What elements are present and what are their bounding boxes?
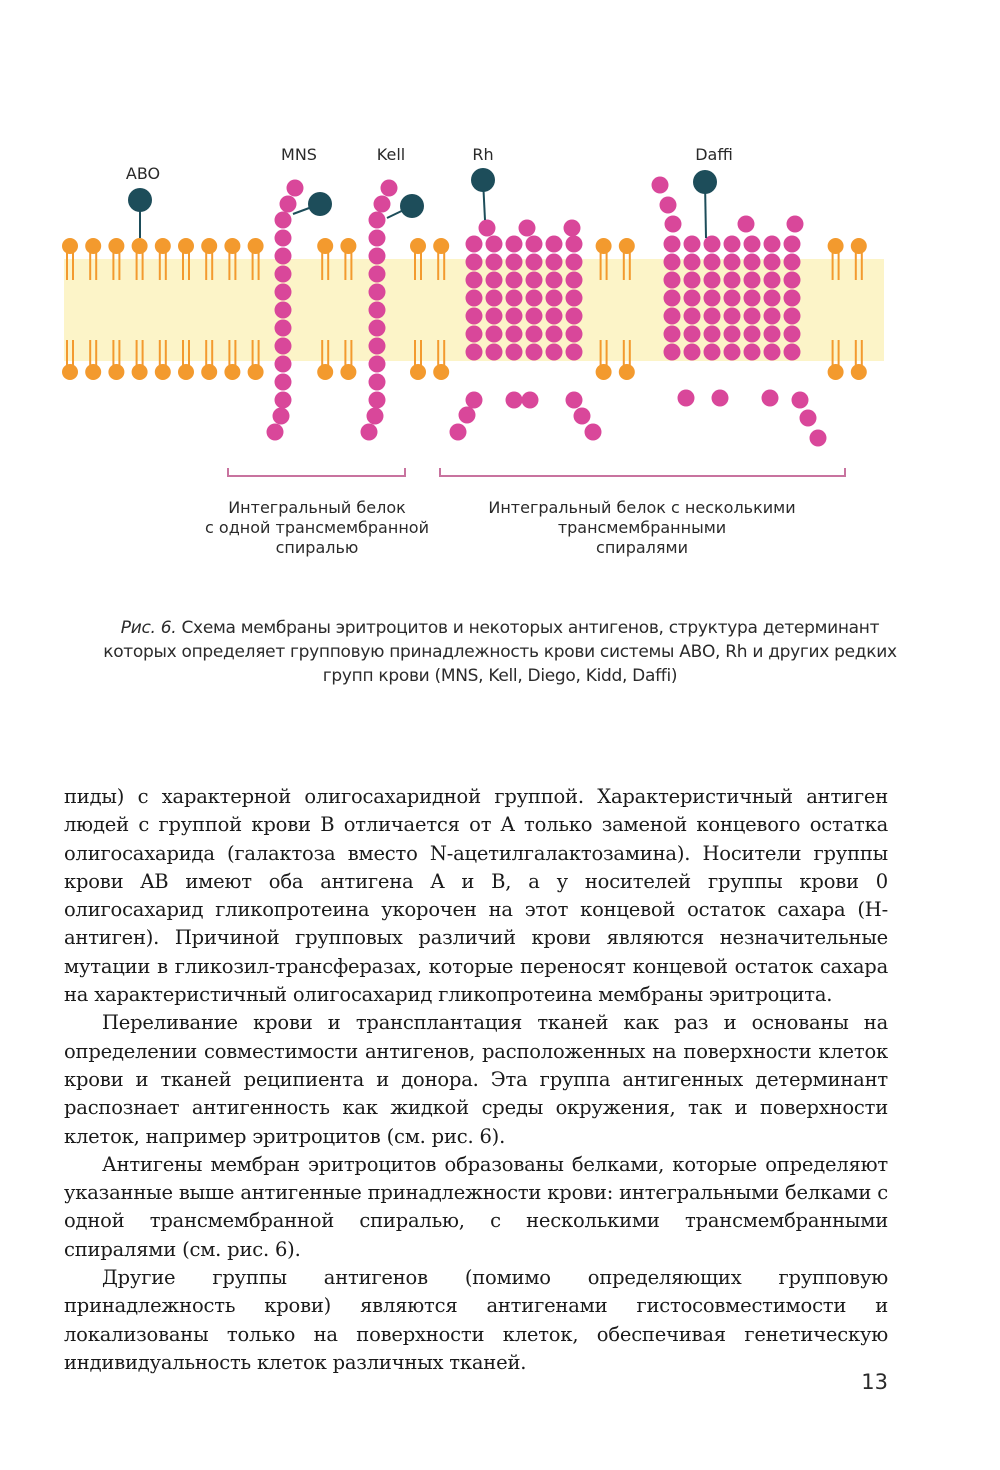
- protein-bead: [762, 390, 779, 407]
- protein-bead: [546, 308, 563, 325]
- lipid-head: [155, 364, 171, 380]
- protein-bead: [275, 266, 292, 283]
- protein-bead: [724, 344, 741, 361]
- protein-bead: [744, 254, 761, 271]
- protein-bead: [704, 326, 721, 343]
- lipid-head: [828, 364, 844, 380]
- protein-bead: [486, 326, 503, 343]
- lipid-head: [410, 238, 426, 254]
- protein-bead: [664, 290, 681, 307]
- lipid-head: [317, 364, 333, 380]
- protein-bead: [546, 272, 563, 289]
- protein-bead: [566, 236, 583, 253]
- lipid-head: [248, 364, 264, 380]
- lipid-head: [201, 238, 217, 254]
- protein-bead: [479, 220, 496, 237]
- antigen-label-mns: MNS: [281, 145, 317, 164]
- protein-bead: [466, 290, 483, 307]
- protein-bead: [486, 290, 503, 307]
- protein-bead: [724, 290, 741, 307]
- protein-bead: [506, 308, 523, 325]
- protein-bead: [704, 308, 721, 325]
- protein-bead: [506, 392, 523, 409]
- lipid-head: [178, 238, 194, 254]
- protein-bead: [744, 272, 761, 289]
- protein-bead: [275, 374, 292, 391]
- protein-bead: [744, 326, 761, 343]
- membrane-figure: [0, 130, 1000, 590]
- figure-caption: [100, 616, 900, 688]
- protein-bead: [486, 236, 503, 253]
- protein-bead: [522, 392, 539, 409]
- protein-bead: [664, 326, 681, 343]
- lipid-head: [317, 238, 333, 254]
- protein-bead: [784, 236, 801, 253]
- protein-bead: [275, 392, 292, 409]
- protein-bead: [784, 344, 801, 361]
- caption-label: Рис. 6.: [120, 618, 177, 638]
- protein-bead: [526, 344, 543, 361]
- protein-bead: [744, 236, 761, 253]
- lipid-head: [596, 238, 612, 254]
- protein-bead: [684, 254, 701, 271]
- protein-bead: [466, 326, 483, 343]
- protein-bead: [369, 212, 386, 229]
- protein-bead: [566, 344, 583, 361]
- lipid-head: [224, 364, 240, 380]
- protein-bead: [684, 326, 701, 343]
- protein-bead: [724, 308, 741, 325]
- protein-bead: [526, 254, 543, 271]
- antigen-label-kell: Kell: [376, 145, 406, 164]
- bracket-label-single-line: с одной трансмембранной: [205, 518, 429, 537]
- protein-bead: [684, 308, 701, 325]
- protein-bead: [566, 254, 583, 271]
- antigen-head: [128, 188, 152, 212]
- antigen-label-daffi: Daffi: [695, 145, 733, 164]
- antigen-head: [471, 168, 495, 192]
- bracket-label-single-line: Интегральный белок: [228, 498, 406, 517]
- lipid-head: [828, 238, 844, 254]
- protein-bead: [506, 326, 523, 343]
- protein-bead: [800, 410, 817, 427]
- protein-bead: [724, 326, 741, 343]
- protein-bead: [787, 216, 804, 233]
- lipid-head: [224, 238, 240, 254]
- lipid-head: [619, 238, 635, 254]
- antigen-label-rh: Rh: [472, 145, 494, 164]
- bracket-line: [440, 468, 845, 476]
- protein-bead: [664, 236, 681, 253]
- lipid-head: [108, 238, 124, 254]
- protein-bead: [704, 344, 721, 361]
- protein-bead: [486, 254, 503, 271]
- protein-bead: [546, 290, 563, 307]
- lipid-head: [433, 364, 449, 380]
- protein-bead: [566, 326, 583, 343]
- protein-bead: [810, 430, 827, 447]
- protein-bead: [792, 392, 809, 409]
- protein-bead: [724, 272, 741, 289]
- protein-bead: [660, 197, 677, 214]
- protein-bead: [369, 302, 386, 319]
- paragraph: Другие группы антигенов (помимо определяющих групповую принадлежность крови) являются антигенами гистосовместимости и локализованы только на поверхности клеток, обеспечивая генетическую индивидуальность клеток различных тканей.: [64, 1266, 888, 1374]
- protein-bead: [361, 424, 378, 441]
- protein-bead: [280, 196, 297, 213]
- lipid-head: [201, 364, 217, 380]
- lipid-head: [85, 238, 101, 254]
- protein-bead: [744, 290, 761, 307]
- protein-bead: [664, 272, 681, 289]
- bracket-label-multi-line: Интегральный белок с несколькими: [488, 498, 796, 517]
- protein-bead: [652, 177, 669, 194]
- protein-bead: [546, 326, 563, 343]
- lipid-head: [132, 364, 148, 380]
- protein-bead: [369, 356, 386, 373]
- protein-bead: [506, 254, 523, 271]
- protein-bead: [486, 344, 503, 361]
- protein-bead: [275, 320, 292, 337]
- bracket-label-multi: [488, 498, 795, 557]
- page-number: 13: [861, 1370, 888, 1394]
- protein-bead: [275, 248, 292, 265]
- antigen-head: [308, 192, 332, 216]
- protein-bead: [664, 308, 681, 325]
- lipid-head: [851, 364, 867, 380]
- protein-bead: [486, 308, 503, 325]
- lipid-head: [62, 364, 78, 380]
- protein-bead: [566, 290, 583, 307]
- bracket-line: [228, 468, 405, 476]
- protein-bead: [506, 236, 523, 253]
- antigen-label-abo: ABO: [125, 164, 161, 183]
- protein-bead: [665, 216, 682, 233]
- protein-bead: [506, 344, 523, 361]
- protein-bead: [450, 424, 467, 441]
- lipid-head: [108, 364, 124, 380]
- protein-bead: [764, 308, 781, 325]
- bracket-label-multi-line: спиралями: [596, 538, 688, 557]
- lipid-head: [132, 238, 148, 254]
- bracket-label-multi-line: трансмембранными: [557, 518, 727, 537]
- protein-bead: [764, 326, 781, 343]
- protein-bead: [486, 272, 503, 289]
- protein-bead: [506, 290, 523, 307]
- lipid-head: [596, 364, 612, 380]
- lipid-head: [155, 238, 171, 254]
- lipid-head: [851, 238, 867, 254]
- lipid-head: [433, 238, 449, 254]
- protein-bead: [566, 308, 583, 325]
- protein-bead: [466, 308, 483, 325]
- lipid-head: [248, 238, 264, 254]
- protein-bead: [273, 408, 290, 425]
- lipid-head: [410, 364, 426, 380]
- protein-bead: [519, 220, 536, 237]
- paragraph: Переливание крови и трансплантация тканей как раз и основаны на определении совместимости антигенов, расположенных на поверхности клеток крови и тканей реципиента и донора. Эта группа антигенных детерминант распознает антигенность как жидкой среды окружения, так и поверхности клеток, например эритроцитов (см. рис. 6).: [64, 1011, 888, 1148]
- protein-bead: [546, 236, 563, 253]
- protein-bead: [369, 320, 386, 337]
- protein-bead: [664, 254, 681, 271]
- protein-bead: [369, 248, 386, 265]
- protein-bead: [764, 290, 781, 307]
- protein-bead: [664, 344, 681, 361]
- protein-bead: [381, 180, 398, 197]
- protein-bead: [267, 424, 284, 441]
- caption-text: Схема мембраны эритроцитов и некоторых антигенов, структура детерминант которых определяет групповую принадлежность крови системы АВО, Rh и других редких групп крови (MNS, Kell, Diego, Kidd, Daffi): [103, 618, 897, 686]
- protein-bead: [585, 424, 602, 441]
- protein-bead: [684, 344, 701, 361]
- protein-bead: [574, 408, 591, 425]
- protein-bead: [784, 290, 801, 307]
- protein-bead: [704, 272, 721, 289]
- paragraph: Антигены мембран эритроцитов образованы белками, которые определяют указанные выше антигенные принадлежности крови: интегральными белками с одной трансмембранной спиралью, с несколькими трансмембранными спиралями (см. рис. 6).: [64, 1152, 888, 1261]
- protein-bead: [784, 308, 801, 325]
- protein-bead: [275, 356, 292, 373]
- protein-bead: [526, 326, 543, 343]
- bracket-label-single-line: спиралью: [275, 538, 359, 557]
- protein-bead: [546, 344, 563, 361]
- protein-bead: [526, 272, 543, 289]
- body-text: [64, 783, 888, 1377]
- membrane-diagram: [0, 130, 1000, 590]
- protein-bead: [369, 374, 386, 391]
- lipid-head: [85, 364, 101, 380]
- protein-bead: [526, 308, 543, 325]
- lipid-head: [340, 238, 356, 254]
- protein-bead: [764, 272, 781, 289]
- protein-bead: [784, 254, 801, 271]
- protein-bead: [724, 254, 741, 271]
- protein-bead: [275, 230, 292, 247]
- protein-bead: [744, 308, 761, 325]
- protein-bead: [704, 254, 721, 271]
- protein-bead: [784, 326, 801, 343]
- protein-bead: [275, 212, 292, 229]
- protein-bead: [712, 390, 729, 407]
- protein-bead: [369, 338, 386, 355]
- lipid-head: [62, 238, 78, 254]
- protein-bead: [684, 272, 701, 289]
- protein-bead: [287, 180, 304, 197]
- protein-bead: [369, 230, 386, 247]
- lipid-head: [619, 364, 635, 380]
- protein-bead: [374, 196, 391, 213]
- lipid-head: [340, 364, 356, 380]
- protein-bead: [466, 254, 483, 271]
- protein-bead: [764, 344, 781, 361]
- lipid-head: [178, 364, 194, 380]
- protein-bead: [744, 344, 761, 361]
- protein-bead: [275, 302, 292, 319]
- protein-bead: [566, 272, 583, 289]
- protein-bead: [369, 284, 386, 301]
- protein-bead: [367, 408, 384, 425]
- protein-bead: [275, 338, 292, 355]
- protein-bead: [678, 390, 695, 407]
- protein-bead: [275, 284, 292, 301]
- protein-bead: [466, 344, 483, 361]
- antigen-head: [693, 170, 717, 194]
- protein-bead: [369, 266, 386, 283]
- protein-bead: [459, 407, 476, 424]
- protein-bead: [506, 272, 523, 289]
- protein-bead: [764, 254, 781, 271]
- protein-bead: [724, 236, 741, 253]
- protein-bead: [466, 272, 483, 289]
- protein-bead: [564, 220, 581, 237]
- protein-bead: [764, 236, 781, 253]
- bracket-label-single: [205, 498, 429, 557]
- protein-bead: [526, 236, 543, 253]
- protein-bead: [526, 290, 543, 307]
- protein-bead: [546, 254, 563, 271]
- protein-bead: [684, 236, 701, 253]
- protein-bead: [369, 392, 386, 409]
- protein-bead: [704, 290, 721, 307]
- protein-bead: [738, 216, 755, 233]
- protein-bead: [684, 290, 701, 307]
- paragraph: пиды) с характерной олигосахаридной группой. Характеристичный антиген людей с группой крови B отличается от A только заменой концевого остатка олигосахарида (галактоза вместо N-ацетилгалактозамина). Носители группы крови AB имеют оба антигена A и B, а у носителей группы крови 0 олигосахарид гликопротеина укорочен на этот концевой остаток сахара (H-антиген). Причиной групповых различий крови являются незначительные мутации в гликозил-трансферазах, которые переносят концевой остаток сахара на характеристичный олигосахарид гликопротеина мембраны эритроцита.: [64, 785, 888, 1007]
- protein-bead: [466, 236, 483, 253]
- antigen-head: [400, 194, 424, 218]
- protein-bead: [466, 392, 483, 409]
- protein-bead: [566, 392, 583, 409]
- protein-bead: [704, 236, 721, 253]
- protein-bead: [784, 272, 801, 289]
